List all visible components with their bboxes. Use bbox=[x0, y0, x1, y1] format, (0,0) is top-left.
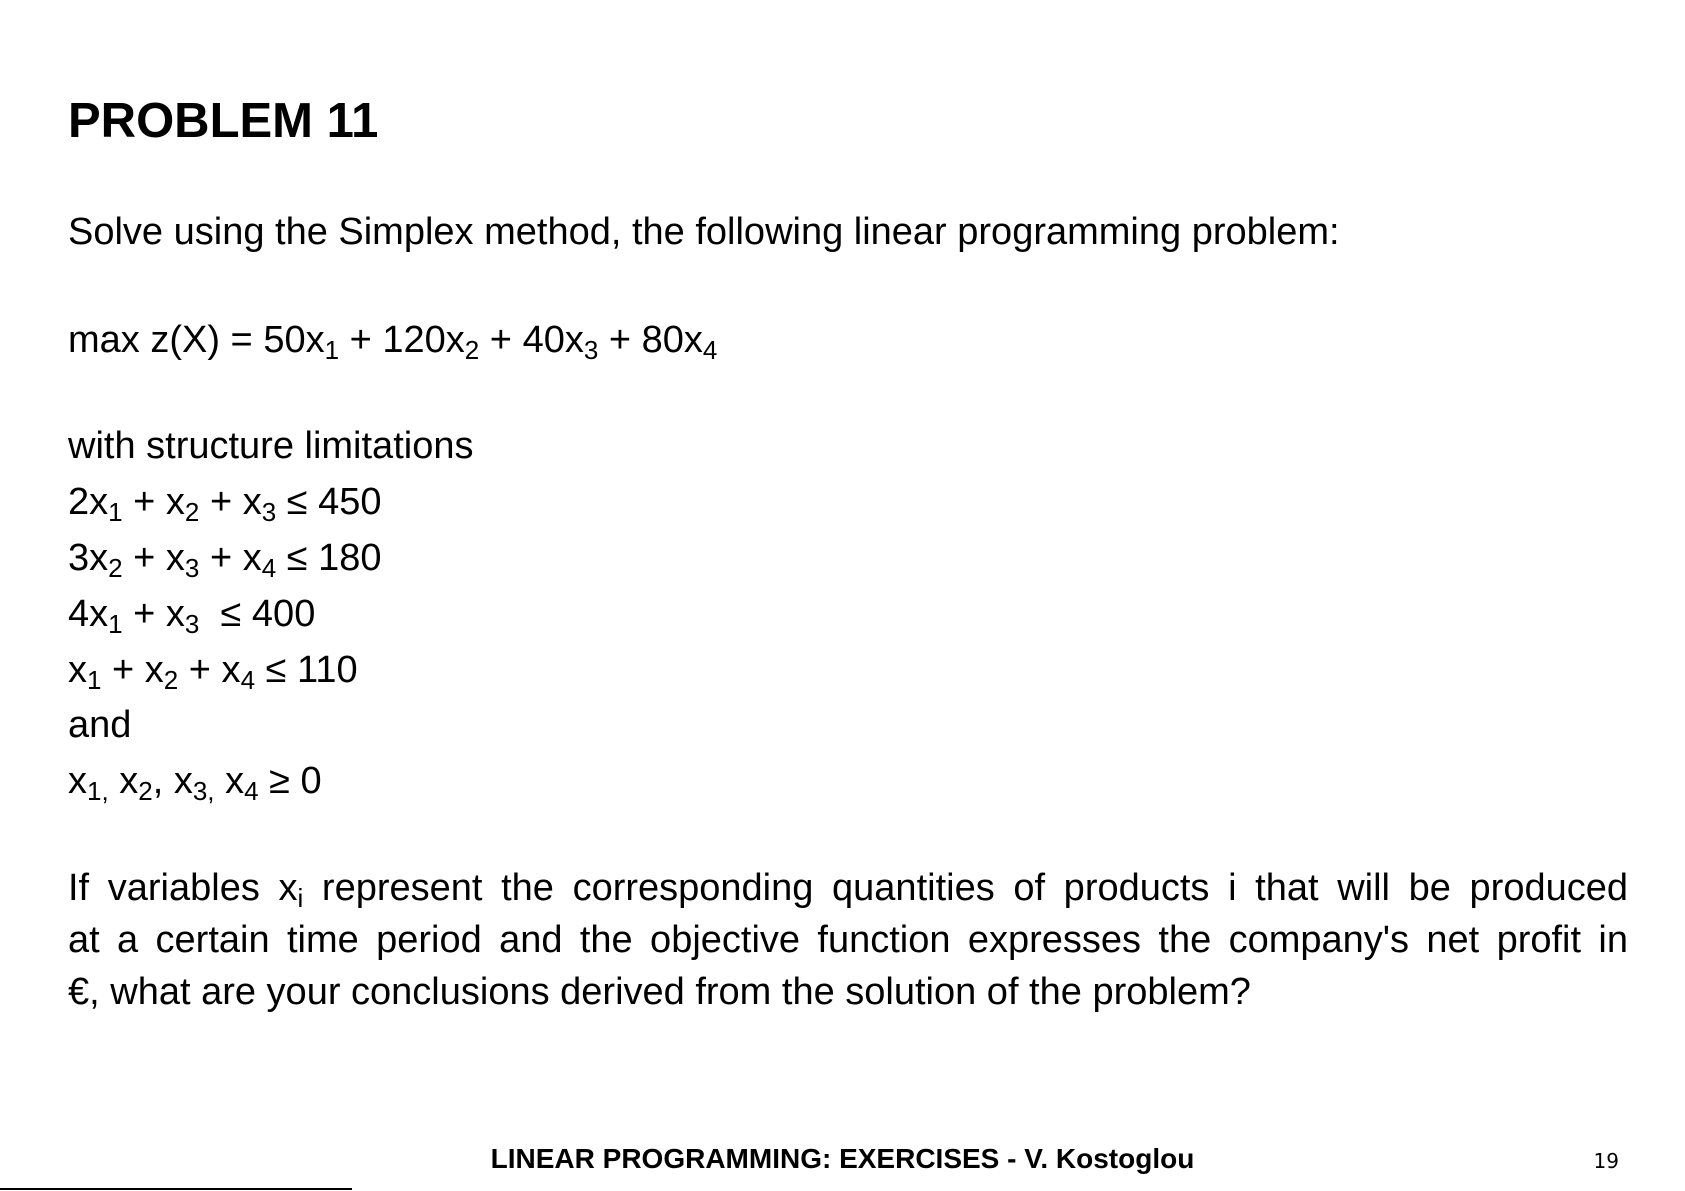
question-line: €, what are your conclusions derived from the solution of the problem? bbox=[68, 971, 1251, 1013]
page-title: PROBLEM 11 bbox=[68, 94, 379, 148]
intro-text: Solve using the Simplex method, the following linear programming problem: bbox=[68, 211, 1340, 253]
objective-term: $120x_2$ + bbox=[382, 319, 523, 365]
objective-prefix: max z(X) = bbox=[68, 319, 264, 361]
question-paragraph bbox=[68, 862, 1628, 1018]
and-label: and bbox=[68, 704, 132, 746]
divider bbox=[0, 1188, 352, 1190]
objective-term: $40x_3$ + bbox=[522, 319, 642, 365]
constraints-heading: with structure limitations bbox=[68, 425, 474, 467]
constraint-row: $x_1 + x_2 + x_4 \le 110$ bbox=[68, 649, 358, 695]
objective-function bbox=[68, 318, 717, 364]
page-number: 19 bbox=[1593, 1149, 1619, 1173]
objective-term: $50x_1$ + bbox=[263, 319, 383, 365]
nonnegativity-constraint: $x_{1,}$ $x_2$, $x_{3,}$ $x_4 \ge 0$ bbox=[68, 760, 322, 806]
question-line: at a certain time period and the objective function expresses the company's net profit in bbox=[68, 919, 1628, 961]
objective-term: $80x_4$ bbox=[641, 319, 718, 365]
constraint-row: $2x_1 + x_2 + x_3 \le 450$ bbox=[68, 481, 382, 527]
constraint-row: $3x_2 + x_3 + x_4 \le 180$ bbox=[68, 537, 382, 583]
constraint-row: $4x_1 + x_3 \le 400$ bbox=[68, 593, 316, 639]
question-line: If variables $x_i$ represent the corresponding quantities of products i that will be produced bbox=[68, 867, 1628, 913]
footer-title: LINEAR PROGRAMMING: EXERCISES - V. Kostoglou bbox=[490, 1143, 1195, 1174]
